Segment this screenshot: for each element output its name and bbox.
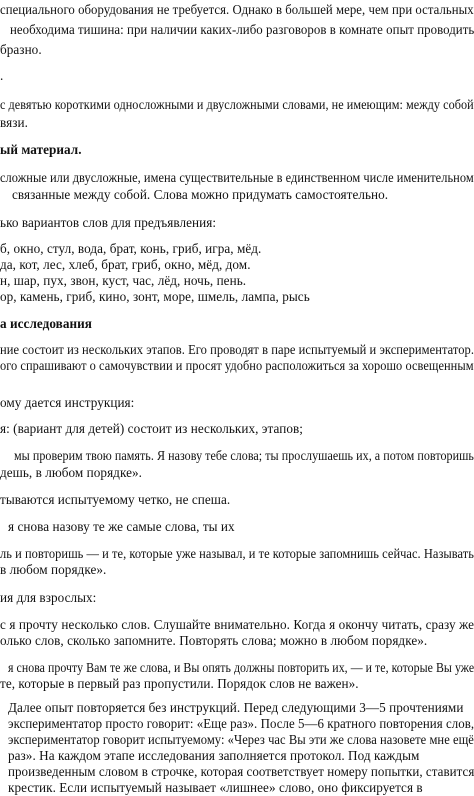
word-list-item: да, кот, лес, хлеб, брат, гриб, окно, мёд, дом.	[0, 257, 251, 272]
text-line: ние состоит из нескольких этапов. Его проводят в паре испытуемый и экспериментатор.	[0, 342, 474, 357]
text-line: специального оборудования не требуется. Однако в большей мере, чем при остальных	[0, 2, 474, 17]
text-line: ия для взрослых:	[0, 590, 97, 605]
text-line: связанные между собой. Слова можно придумать самостоятельно.	[12, 187, 389, 202]
text-line: дешь, в любом порядке».	[0, 465, 142, 480]
text-line: я: (вариант для детей) состоит из нескольких, этапов;	[0, 421, 303, 436]
text-line: ому дается инструкция:	[0, 395, 135, 410]
text-line: бразно.	[0, 42, 42, 57]
word-list-item: б, окно, стул, вода, брат, конь, гриб, игра, мёд.	[0, 241, 262, 256]
text-line: тываются испытуемому четко, не спеша.	[0, 492, 231, 507]
word-list-item: н, шар, пух, звон, куст, час, лёд, ночь, пень.	[0, 273, 247, 288]
text-line: раз». На каждом этапе исследования заполняется протокол. Под каждым	[8, 748, 420, 763]
text-line: с девятью короткими односложными и двусложными словами, не имеющим: между собой	[0, 97, 474, 112]
text-line: я снова назову те же самые слова, ты их	[8, 519, 235, 534]
text-line: сложные или двусложные, имена существительные в единственном числе именительном	[0, 170, 474, 185]
text-line: .	[0, 68, 4, 83]
text-line: экспериментатор просто говорит: «Еще раз». После 5—6 кратного повторения слов,	[8, 716, 474, 731]
section-heading: ый материал.	[0, 142, 82, 157]
text-line: ого спрашивают о самочувствии и просят удобно расположиться за хорошо освещенным	[0, 358, 474, 373]
text-line: произведенным словом в строчке, которая соответствует номеру попытки, ставится	[8, 764, 474, 779]
text-line: Далее опыт повторяется без инструкций. Перед следующими 3—5 прочтениями	[8, 700, 464, 715]
text-line: вязи.	[0, 115, 28, 130]
text-line: олько слов, сколько запомните. Повторять слова; можно в любом порядке».	[0, 633, 428, 648]
text-line: те, которые в первый раз пропустили. Порядок слов не важен».	[0, 676, 359, 691]
text-line: крестик. Если испытуемый называет «лишнее» слово, оно фиксируется в	[8, 780, 423, 795]
text-line: ль и повторишь — и те, которые уже называл, и те которые запомнишь сейчас. Называть	[0, 546, 474, 561]
text-line: экспериментатор говорит испытуемому: «Через час Вы эти же слова назовете мне ещё	[8, 732, 474, 747]
text-line: с я прочту несколько слов. Слушайте внимательно. Когда я окончу читать, сразу же	[0, 617, 474, 632]
word-list-item: ор, камень, гриб, кино, зонт, море, шмель, лампа, рысь	[0, 289, 310, 304]
text-line: мы проверим твою память. Я назову тебе слова; ты прослушаешь их, а потом повторишь	[14, 448, 474, 463]
text-line: я снова прочту Вам те же слова, и Вы опять должны повторить их, — и те, которые Вы уже	[8, 660, 474, 675]
section-heading: а исследования	[0, 316, 92, 331]
text-line: ько вариантов слов для предъявления:	[0, 215, 217, 230]
text-line: в любом порядке».	[0, 562, 107, 577]
text-line: необходима тишина: при наличии каких-либо разговоров в комнате опыт проводить	[10, 22, 474, 37]
